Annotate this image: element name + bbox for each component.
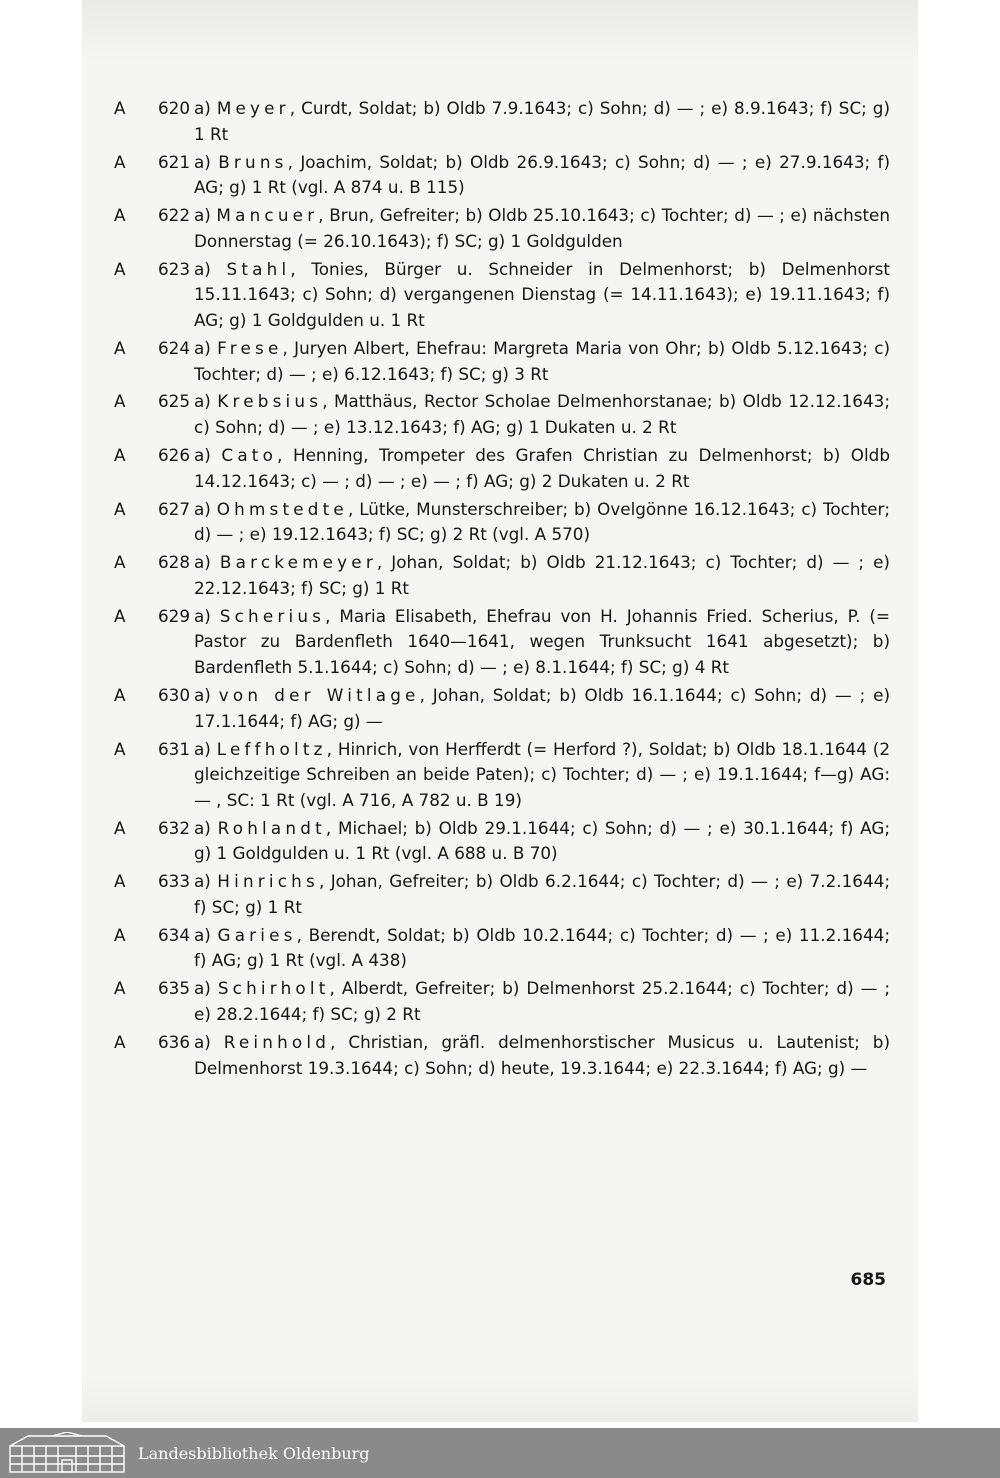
register-entry [110,389,890,440]
entry-name: Reinhold [223,1032,331,1053]
entry-series: A [114,498,126,519]
entry-number: 624 [157,337,190,358]
entry-series: A [114,605,126,626]
entry-code [110,976,194,1002]
entry-series: A [114,552,126,573]
entry-text [194,497,890,548]
entry-number: 634 [157,924,190,945]
entry-details: , Johan, Soldat; b) Oldb 16.1.1644; c) Sohn; d) — ; e) 17.1.1644; f) AG; g) — [194,684,890,731]
entry-name: Cato [221,445,278,466]
entry-name: Frese [217,337,283,358]
entry-prefix: a) [194,924,211,945]
entry-text [194,550,890,601]
entry-code [110,737,194,763]
entry-details: , Berendt, Soldat; b) Oldb 10.2.1644; c) Tochter; d) — ; e) 11.2.1644; f) AG; g) 1 Rt (vgl. A 438) [194,924,890,971]
entry-series: A [114,337,126,358]
entry-code [110,604,194,630]
register-entry [110,497,890,548]
entry-name: Mancuer [216,205,319,226]
entry-details: , Michael; b) Oldb 29.1.1644; c) Sohn; d) — ; e) 30.1.1644; f) AG; g) 1 Goldgulden u. 1 Rt (vgl. A 688 u. B 70) [194,817,890,864]
entry-code [110,869,194,895]
entry-text [194,389,890,440]
entry-name: Scherius [219,605,326,626]
entry-text [194,869,890,920]
entry-details: , Brun, Gefreiter; b) Oldb 25.10.1643; c) Tochter; d) — ; e) nächsten Donnerstag (= 26.10.1643); f) SC; g) 1 Goldgulden [194,205,890,251]
entry-prefix: a) [194,151,211,172]
entry-prefix: a) [194,498,211,519]
entry-details: , Maria Elisabeth, Ehefrau von H. Johannis Fried. Scherius, P. (= Pastor zu Bardenfleth 1640—1641, wegen Trunksucht 1641 abgesetzt); b) Bardenfleth 5.1.1644; c) Sohn; d) — ; e) 8.1.1644; f) SC; g) 4 Rt [194,605,890,677]
entry-text [194,203,890,254]
entry-prefix: a) [194,738,211,759]
entry-code [110,923,194,949]
library-footer [0,1428,1000,1478]
entry-details: , Hinrich, von Herfferdt (= Herford ?), Soldat; b) Oldb 18.1.1644 (2 gleichzeitige Schreiben an beide Paten); c) Tochter; d) — ; e) 19.1.1644; f—g) AG: — , SC: 1 Rt (vgl. A 716, A 782 u. B 19) [194,738,890,810]
entry-prefix: a) [194,871,211,892]
entry-name: Garies [217,924,297,945]
entry-text [194,923,890,974]
entry-code [110,150,194,176]
entry-number: 636 [157,1032,190,1053]
entry-code [110,336,194,362]
entry-series: A [114,871,126,892]
register-entry [110,336,890,387]
entry-prefix: a) [194,605,211,626]
entry-code [110,96,194,122]
entry-details: , Lütke, Munsterschreiber; b) Ovelgönne 16.12.1643; c) Tochter; d) — ; e) 19.12.1643; f) SC; g) 2 Rt (vgl. A 570) [194,498,890,545]
entry-code [110,203,194,229]
entry-code [110,497,194,523]
entry-name: Barckemeyer [219,552,377,573]
register-entry [110,203,890,254]
entry-prefix: a) [194,258,211,279]
entry-series: A [114,817,126,838]
entry-number: 633 [157,871,190,892]
entry-details: , Christian, gräfl. delmenhorstischer Musicus u. Lautenist; b) Delmenhorst 19.3.1644; c) Sohn; d) heute, 19.3.1644; e) 22.3.1644; f) AG; g) — [194,1032,891,1078]
entry-code [110,443,194,469]
entry-prefix: a) [194,684,211,705]
entry-text [194,150,890,201]
entry-text [194,96,890,147]
register-entry [110,683,890,734]
entry-code [110,389,194,415]
entry-series: A [114,1032,126,1053]
entry-name: Hinrichs [217,871,319,892]
entry-series: A [114,445,126,466]
entry-code [110,816,194,842]
entry-prefix: a) [194,445,211,466]
entry-name: Leffholtz [216,738,327,759]
entry-series: A [114,98,126,118]
register-entry [110,604,890,681]
entry-code [110,1030,194,1056]
entry-number: 626 [157,445,190,466]
entry-text [194,976,890,1027]
entry-code [110,550,194,576]
register-entry [110,550,890,601]
entry-name: Meyer [216,98,290,118]
entry-details: , Juryen Albert, Ehefrau: Margreta Maria von Ohr; b) Oldb 5.12.1643; c) Tochter; d) — ; e) 6.12.1643; f) SC; g) 3 Rt [194,337,891,384]
entry-details: , Joachim, Soldat; b) Oldb 26.9.1643; c) Sohn; d) — ; e) 27.9.1643; f) AG; g) 1 Rt (vgl. A 874 u. B 115) [194,151,890,198]
entry-code [110,257,194,283]
register-entry [110,1030,890,1081]
entry-details: , Curdt, Soldat; b) Oldb 7.9.1643; c) Sohn; d) — ; e) 8.9.1643; f) SC; g) 1 Rt [194,98,890,144]
entry-details: , Tonies, Bürger u. Schneider in Delmenhorst; b) Delmenhorst 15.11.1643; c) Sohn; d) vergangenen Dienstag (= 14.11.1643); e) 19.11.1643; f) AG; g) 1 Goldgulden u. 1 Rt [194,258,890,330]
entry-text [194,683,890,734]
register-entries [110,96,890,1084]
entry-series: A [114,924,126,945]
entry-prefix: a) [194,552,211,573]
entry-number: 635 [157,978,190,999]
entry-name: Stahl [226,258,291,279]
entry-number: 628 [157,552,190,573]
register-entry [110,976,890,1027]
entry-series: A [114,978,126,999]
entry-series: A [114,258,126,279]
entry-details: , Henning, Trompeter des Grafen Christian zu Delmenhorst; b) Oldb 14.12.1643; c) — ; d) — ; e) — ; f) AG; g) 2 Dukaten u. 2 Rt [194,445,890,491]
entry-text [194,737,890,814]
entry-text [194,816,890,867]
entry-details: , Johan, Soldat; b) Oldb 21.12.1643; c) Tochter; d) — ; e) 22.12.1643; f) SC; g) 1 Rt [194,552,890,598]
entry-prefix: a) [194,978,211,999]
entry-prefix: a) [194,205,211,226]
register-entry [110,816,890,867]
entry-name: Krebsius [217,391,323,412]
entry-prefix: a) [194,1032,211,1053]
entry-series: A [114,205,126,226]
entry-name: Rohlandt [217,817,326,838]
entry-number: 631 [157,738,190,759]
entry-number: 630 [157,684,190,705]
entry-series: A [114,738,126,759]
entry-text [194,604,890,681]
entry-prefix: a) [194,391,211,412]
register-entry [110,150,890,201]
entry-number: 620 [157,98,190,118]
entry-text [194,443,890,494]
entry-prefix: a) [194,98,211,118]
entry-code [110,683,194,709]
library-building-icon [8,1432,126,1474]
register-entry [110,96,890,147]
entry-name: Bruns [218,151,288,172]
entry-number: 622 [157,205,190,226]
register-entry [110,257,890,334]
entry-text [194,257,890,334]
library-name: Landesbibliothek Oldenburg [138,1443,370,1463]
register-entry [110,869,890,920]
entry-name: Schirholt [217,978,330,999]
entry-number: 632 [157,817,190,838]
entry-series: A [114,391,126,412]
entry-text [194,1030,890,1081]
entry-name: von der Witlage [218,684,420,705]
entry-prefix: a) [194,337,211,358]
register-entry [110,443,890,494]
entry-number: 623 [157,258,190,279]
entry-prefix: a) [194,817,211,838]
register-entry [110,737,890,814]
entry-details: , Johan, Gefreiter; b) Oldb 6.2.1644; c) Tochter; d) — ; e) 7.2.1644; f) SC; g) 1 Rt [194,871,890,917]
entry-text [194,336,890,387]
entry-series: A [114,151,126,172]
entry-details: , Matthäus, Rector Scholae Delmenhorstanae; b) Oldb 12.12.1643; c) Sohn; d) — ; e) 13.12.1643; f) AG; g) 1 Dukaten u. 2 Rt [194,391,890,438]
entry-number: 625 [157,391,190,412]
page-number: 685 [850,1270,886,1290]
entry-name: Ohmstedte [216,498,348,519]
register-entry [110,923,890,974]
entry-details: , Alberdt, Gefreiter; b) Delmenhorst 25.2.1644; c) Tochter; d) — ; e) 28.2.1644; f) SC; g) 2 Rt [194,978,890,1025]
entry-series: A [114,684,126,705]
entry-number: 621 [157,151,190,172]
entry-number: 629 [157,605,190,626]
entry-number: 627 [157,498,190,519]
